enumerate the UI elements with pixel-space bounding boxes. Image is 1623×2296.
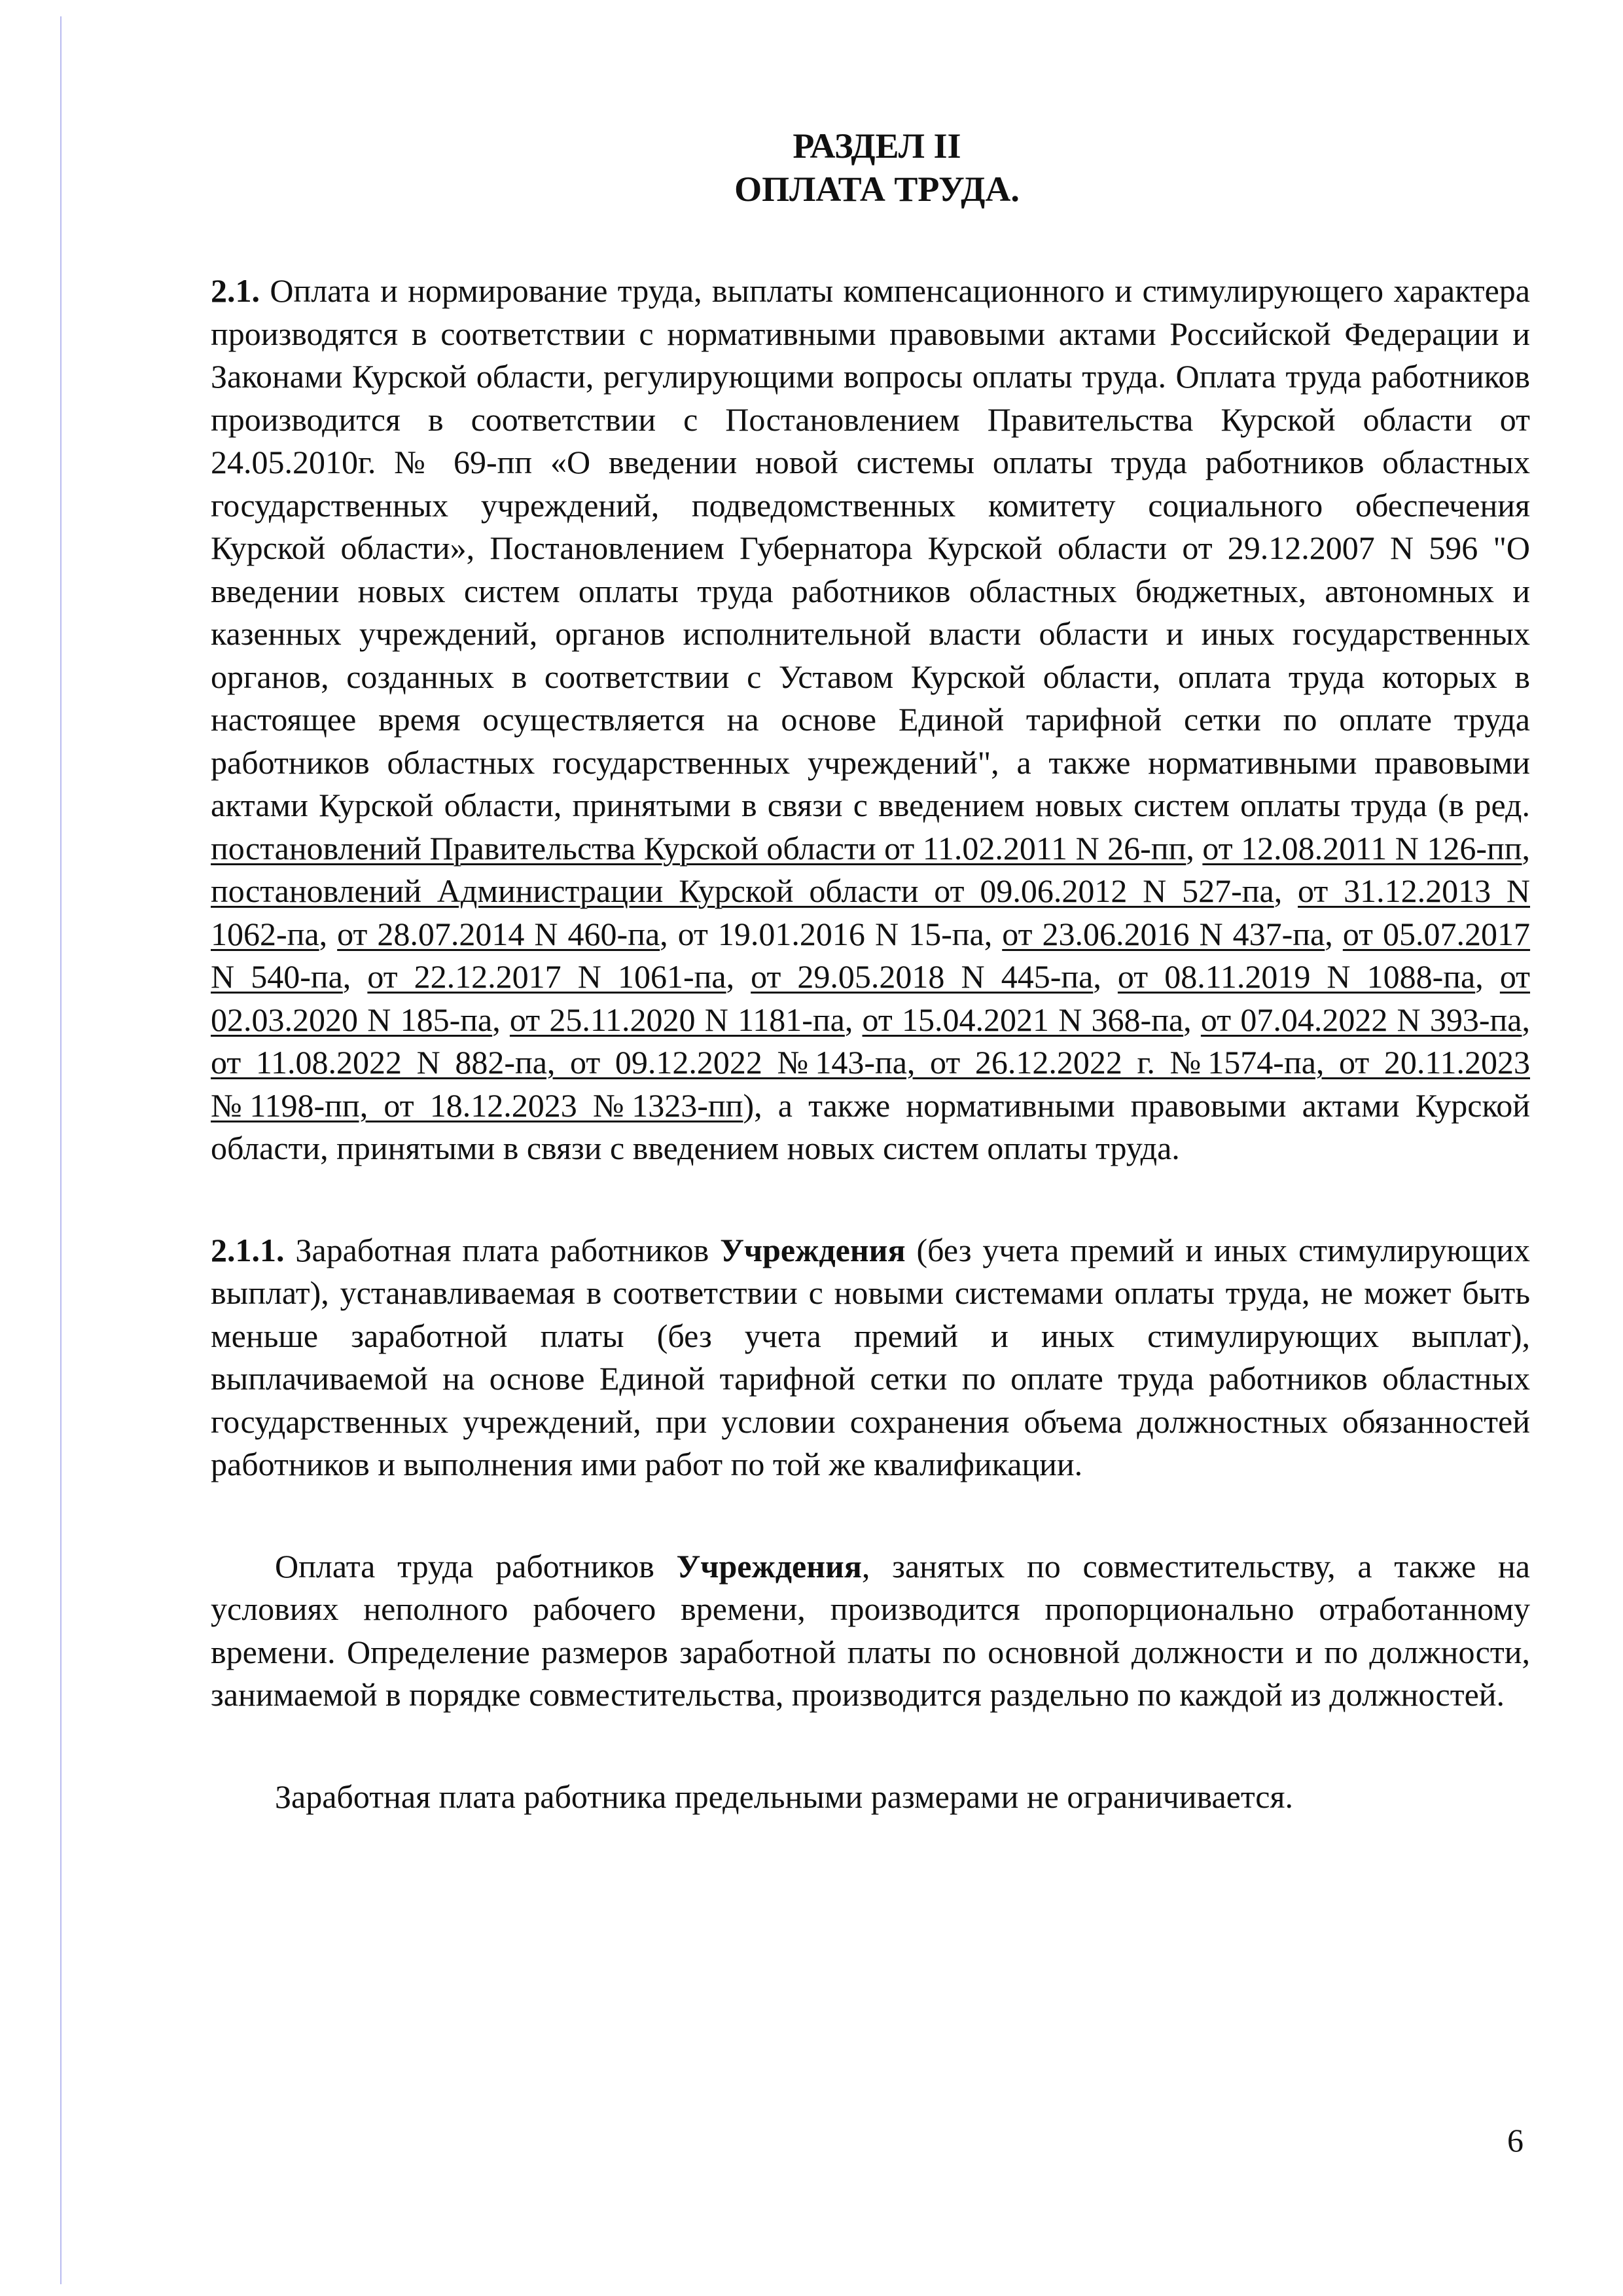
amendment-reference-link[interactable]: от 15.04.2021 N 368-па xyxy=(862,1001,1184,1038)
section-title: РАЗДЕЛ II xyxy=(793,126,961,166)
amendment-reference-link[interactable]: от 02.03.2020 N 185-па xyxy=(211,958,1531,1038)
amendment-separator: , xyxy=(1475,958,1500,995)
clause-number-2-1: 2.1. xyxy=(211,272,260,309)
amendment-separator: , xyxy=(1274,872,1298,909)
amendment-separator: , xyxy=(726,958,751,995)
amendment-reference-link[interactable]: постановлений Администрации Курской области от 09.06.2012 N 527-па xyxy=(211,872,1274,909)
section-subtitle: ОПЛАТА ТРУДА. xyxy=(734,170,1020,209)
amendment-separator: , xyxy=(844,1001,863,1038)
amendment-separator: , xyxy=(1183,1001,1201,1038)
clause-number-2-1-1: 2.1.1. xyxy=(211,1231,285,1268)
amendment-reference-link[interactable]: от 08.11.2019 N 1088-па xyxy=(1117,958,1476,995)
paragraph-2-1-text: Оплата и нормирование труда, выплаты компенсационного и стимулирующего характера производятся в соответствии с нормативными правовыми актами Российской Федерации и Законами Курской области, регулирующими вопросы оплаты труда. Оплата труда работников производится в соответствии с Постановлением Правительства Курской области от 24.05.2010г. № 69-пп «О введении новой системы оплаты труда работников областных государственных учреждений, подведомственных комитету социального обеспечения Курской области», Постановлением Губернатора Курской области от 29.12.2007 N 596 "О введении новых систем оплаты труда работников областных бюджетных, автономных и казенных учреждений, органов исполнительной власти области и иных государственных органов, созданных в соответствии с Уставом Курской области, оплата труда которых в настоящее время осуществляется на основе Единой тарифной сетки по оплате труда работников областных государственных учреждений", а также нормативными правовыми актами Курской области, принятыми в связи с введением новых систем оплаты труда (в ред. xyxy=(211,272,1530,823)
amendment-reference-link[interactable]: от 28.07.2014 N 460-па xyxy=(337,915,660,952)
paragraph-no-limit: Заработная плата работника предельными размерами не ограничивается. xyxy=(275,1778,1293,1815)
paragraph-2-1-1-text-2: (без учета премий и иных стимулирующих выплат), устанавливаемая в соответствии с новыми системами оплаты труда, не может быть меньше заработной платы (без учета премий и иных стимулирующих выплат), выплачиваемой на основе Единой тарифной сетки по оплате труда работников областных государственных учреждений, при условии сохранения объема должностных обязанностей работников и выполнения ими работ по той же квалификации. xyxy=(211,1231,1530,1482)
amendment-reference-link[interactable]: от 29.05.2018 N 445-па xyxy=(751,958,1094,995)
amendment-reference-link[interactable]: от 31.12.2013 N 1062-па xyxy=(211,872,1531,952)
bold-term-institution: Учреждения xyxy=(720,1231,906,1268)
amendment-separator: , от 19.01.2016 N 15-па, xyxy=(660,915,1003,952)
amendment-reference-link[interactable]: от 23.06.2016 N 437-па xyxy=(1002,915,1325,952)
paragraph-2-1 xyxy=(211,270,1530,1170)
amendments-list xyxy=(211,830,1530,1124)
amendment-separator: , xyxy=(1522,1001,1530,1038)
paragraph-part-time xyxy=(211,1545,1530,1717)
paragraph-2-1-1-text-1: Заработная плата работников xyxy=(284,1231,721,1268)
amendment-reference-link[interactable]: от 07.04.2022 N 393-па xyxy=(1200,1001,1522,1038)
amendment-separator: , xyxy=(342,958,368,995)
paragraph-2-1-1 xyxy=(211,1229,1530,1486)
bold-term-institution: Учреждения xyxy=(676,1547,862,1585)
amendment-separator: , xyxy=(1522,829,1531,867)
paragraph-part-time-text-2: , занятых по совместительству, а также на условиях неполного рабочего времени, производится пропорционально отработанному времени. Определение размеров заработной платы по основной должности и по должности, занимаемой в порядке совместительства, производится раздельно по каждой из должностей. xyxy=(211,1547,1530,1713)
amendment-reference-link[interactable]: от 22.12.2017 N 1061-па xyxy=(367,958,726,995)
amendment-reference-link[interactable]: постановлений Правительства Курской области от 11.02.2011 N 26-пп xyxy=(211,829,1186,867)
paragraph-2-1-tail: ), а также нормативными правовыми актами Курской области, принятыми в связи с введением новых систем оплаты труда. xyxy=(211,1086,1530,1166)
amendment-separator: , xyxy=(319,915,338,952)
amendment-reference-link[interactable]: от 11.08.2022 N 882-па, от 09.12.2022 №143-па, от 26.12.2022 г. №1574-па, от 20.11.2023 №1198-пп, от 18.12.2023 №1323-пп xyxy=(211,1044,1530,1124)
page-number: 6 xyxy=(1507,2122,1524,2159)
scan-margin-line xyxy=(60,16,62,2284)
amendment-reference-link[interactable]: от 05.07.2017 N 540-па xyxy=(211,915,1531,995)
paragraph-part-time-text-1: Оплата труда работников xyxy=(275,1547,677,1585)
section-heading xyxy=(224,124,1530,211)
amendment-separator: , xyxy=(1093,958,1118,995)
amendment-reference-link[interactable]: от 25.11.2020 N 1181-па xyxy=(509,1001,845,1038)
amendment-separator: , xyxy=(1186,829,1203,867)
amendment-separator: , xyxy=(492,1001,510,1038)
document-page xyxy=(211,124,1530,1818)
amendment-separator: , xyxy=(1325,915,1343,952)
amendment-reference-link[interactable]: от 12.08.2011 N 126-пп xyxy=(1202,829,1522,867)
